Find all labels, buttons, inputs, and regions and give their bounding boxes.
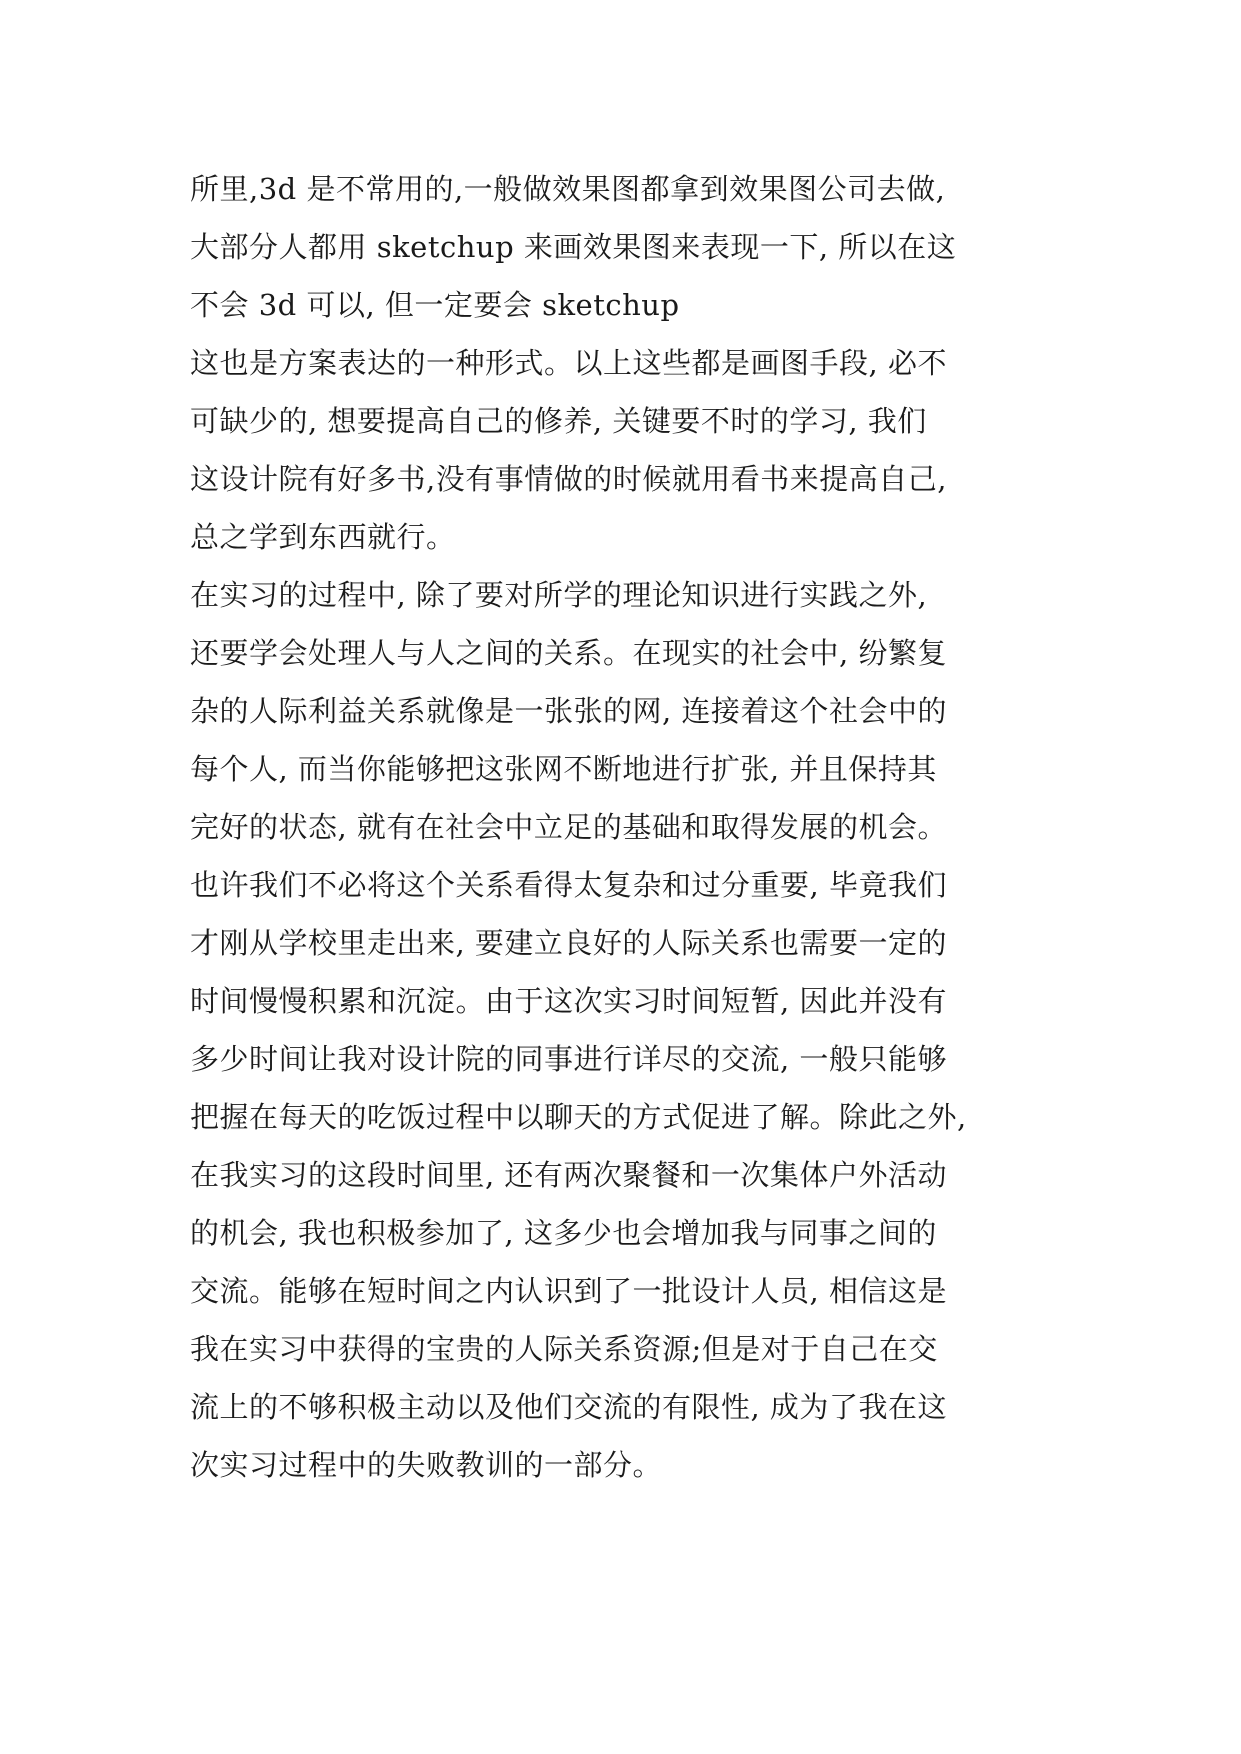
- text-line: 不会 3d 可以, 但一定要会 sketchup: [190, 288, 680, 322]
- text-line: 我在实习中获得的宝贵的人际关系资源;但是对于自己在交: [190, 1332, 938, 1366]
- text-line: 在我实习的这段时间里, 还有两次聚餐和一次集体户外活动: [190, 1158, 947, 1192]
- text-line: 才刚从学校里走出来, 要建立良好的人际关系也需要一定的: [190, 926, 947, 960]
- text-line: 在实习的过程中, 除了要对所学的理论知识进行实践之外,: [190, 578, 928, 612]
- text-line: 总之学到东西就行。: [190, 520, 456, 554]
- text-line: 交流。能够在短时间之内认识到了一批设计人员, 相信这是: [190, 1274, 947, 1308]
- text-line: 也许我们不必将这个关系看得太复杂和过分重要, 毕竟我们: [190, 868, 947, 902]
- text-line: 这也是方案表达的一种形式。以上这些都是画图手段, 必不: [190, 346, 947, 380]
- text-line: 还要学会处理人与人之间的关系。在现实的社会中, 纷繁复: [190, 636, 947, 670]
- text-line: 把握在每天的吃饭过程中以聊天的方式促进了解。除此之外,: [190, 1100, 967, 1134]
- text-line: 杂的人际利益关系就像是一张张的网, 连接着这个社会中的: [190, 694, 947, 728]
- text-line: 每个人, 而当你能够把这张网不断地进行扩张, 并且保持其: [190, 752, 937, 786]
- text-line: 这设计院有好多书,没有事情做的时候就用看书来提高自己,: [190, 462, 947, 496]
- text-line: 完好的状态, 就有在社会中立足的基础和取得发展的机会。: [190, 810, 947, 844]
- text-line: 大部分人都用 sketchup 来画效果图来表现一下, 所以在这: [190, 230, 957, 264]
- text-line: 可缺少的, 想要提高自己的修养, 关键要不时的学习, 我们: [190, 404, 927, 438]
- text-line: 所里,3d 是不常用的,一般做效果图都拿到效果图公司去做,: [190, 172, 946, 206]
- text-line: 时间慢慢积累和沉淀。由于这次实习时间短暂, 因此并没有: [190, 984, 947, 1018]
- text-line: 多少时间让我对设计院的同事进行详尽的交流, 一般只能够: [190, 1042, 947, 1076]
- text-line: 次实习过程中的失败教训的一部分。: [190, 1448, 663, 1482]
- text-line: 的机会, 我也积极参加了, 这多少也会增加我与同事之间的: [190, 1216, 937, 1250]
- text-line: 流上的不够积极主动以及他们交流的有限性, 成为了我在这: [190, 1390, 947, 1424]
- body-text: [190, 160, 1070, 1494]
